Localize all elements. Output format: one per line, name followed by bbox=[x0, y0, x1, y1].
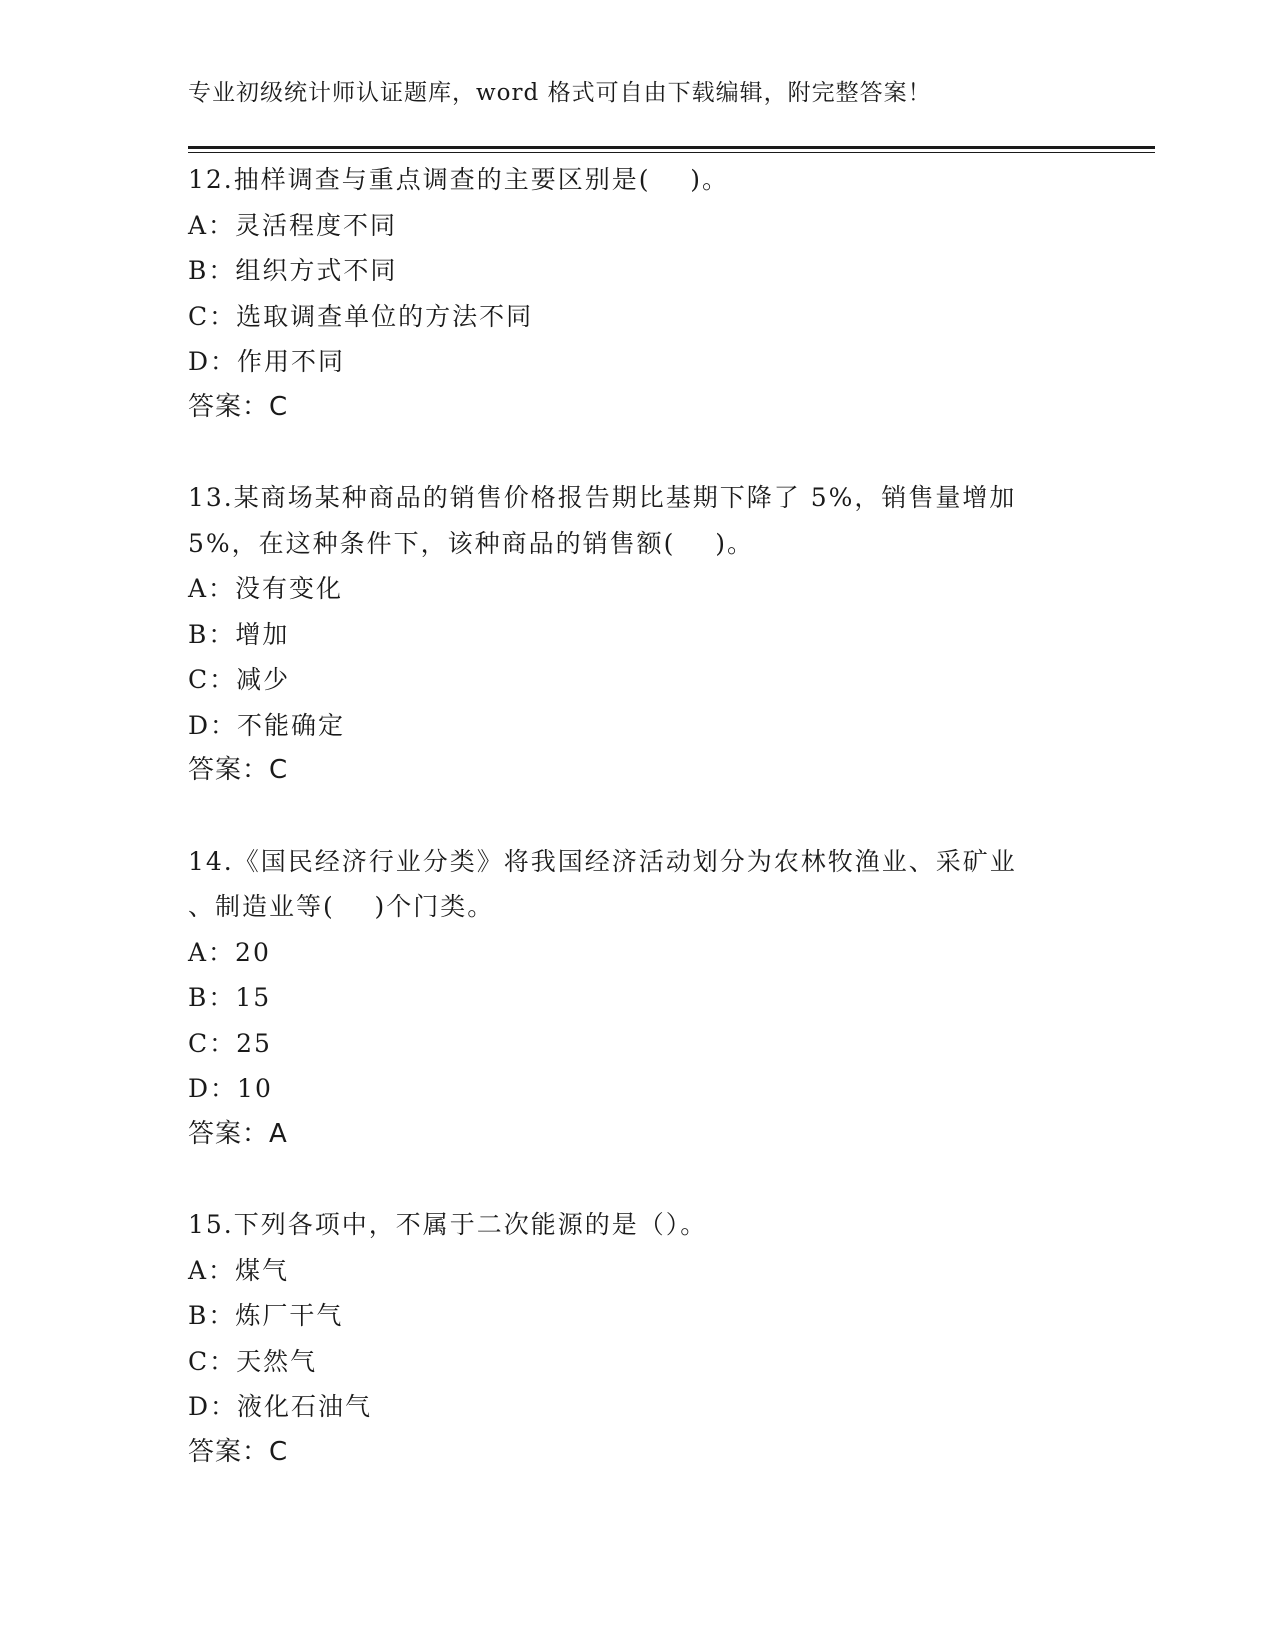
header-rule-thin bbox=[188, 152, 1155, 153]
header-rule-thick bbox=[188, 146, 1155, 149]
option-b: B：增加 bbox=[188, 619, 290, 649]
answer: 答案：C bbox=[188, 391, 289, 422]
page-header: 专业初级统计师认证题库，word 格式可自由下载编辑，附完整答案！ bbox=[188, 80, 932, 106]
question-12 bbox=[188, 157, 1088, 430]
option-b: B：炼厂干气 bbox=[188, 1301, 344, 1330]
question-text: 14.《国民经济行业分类》将我国经济活动划分为农林牧渔业、采矿业 bbox=[188, 846, 1017, 876]
option-b: B：组织方式不同 bbox=[188, 256, 398, 285]
question-15 bbox=[188, 1202, 1088, 1475]
question-text-continued: 5%，在这种条件下，该种商品的销售额( )。 bbox=[188, 528, 754, 558]
question-text: 13.某商场某种商品的销售价格报告期比基期下降了 5%，销售量增加 bbox=[188, 483, 1017, 512]
option-a: A：煤气 bbox=[188, 1255, 290, 1285]
option-c: C：天然气 bbox=[188, 1346, 318, 1376]
question-text-continued: 、制造业等( )个门类。 bbox=[188, 892, 495, 921]
question-text: 15.下列各项中，不属于二次能源的是（）。 bbox=[188, 1210, 708, 1239]
question-14 bbox=[188, 839, 1088, 1158]
option-c: C：减少 bbox=[188, 665, 291, 694]
question-13 bbox=[188, 475, 1088, 794]
option-a: A：没有变化 bbox=[188, 574, 344, 603]
option-d: D：液化石油气 bbox=[188, 1392, 373, 1421]
option-c: C：25 bbox=[188, 1028, 272, 1058]
answer: 答案：C bbox=[188, 1436, 289, 1467]
option-c: C：选取调查单位的方法不同 bbox=[188, 301, 534, 331]
option-a: A：灵活程度不同 bbox=[188, 210, 398, 240]
answer: 答案：C bbox=[188, 755, 289, 785]
option-a: A：20 bbox=[188, 937, 271, 967]
option-d: D：作用不同 bbox=[188, 347, 346, 376]
question-list bbox=[188, 157, 1088, 1520]
option-d: D：不能确定 bbox=[188, 710, 346, 740]
option-b: B：15 bbox=[188, 983, 272, 1012]
question-text: 12.抽样调查与重点调查的主要区别是( )。 bbox=[188, 165, 730, 194]
option-d: D：10 bbox=[188, 1074, 273, 1103]
answer: 答案：A bbox=[188, 1118, 288, 1149]
